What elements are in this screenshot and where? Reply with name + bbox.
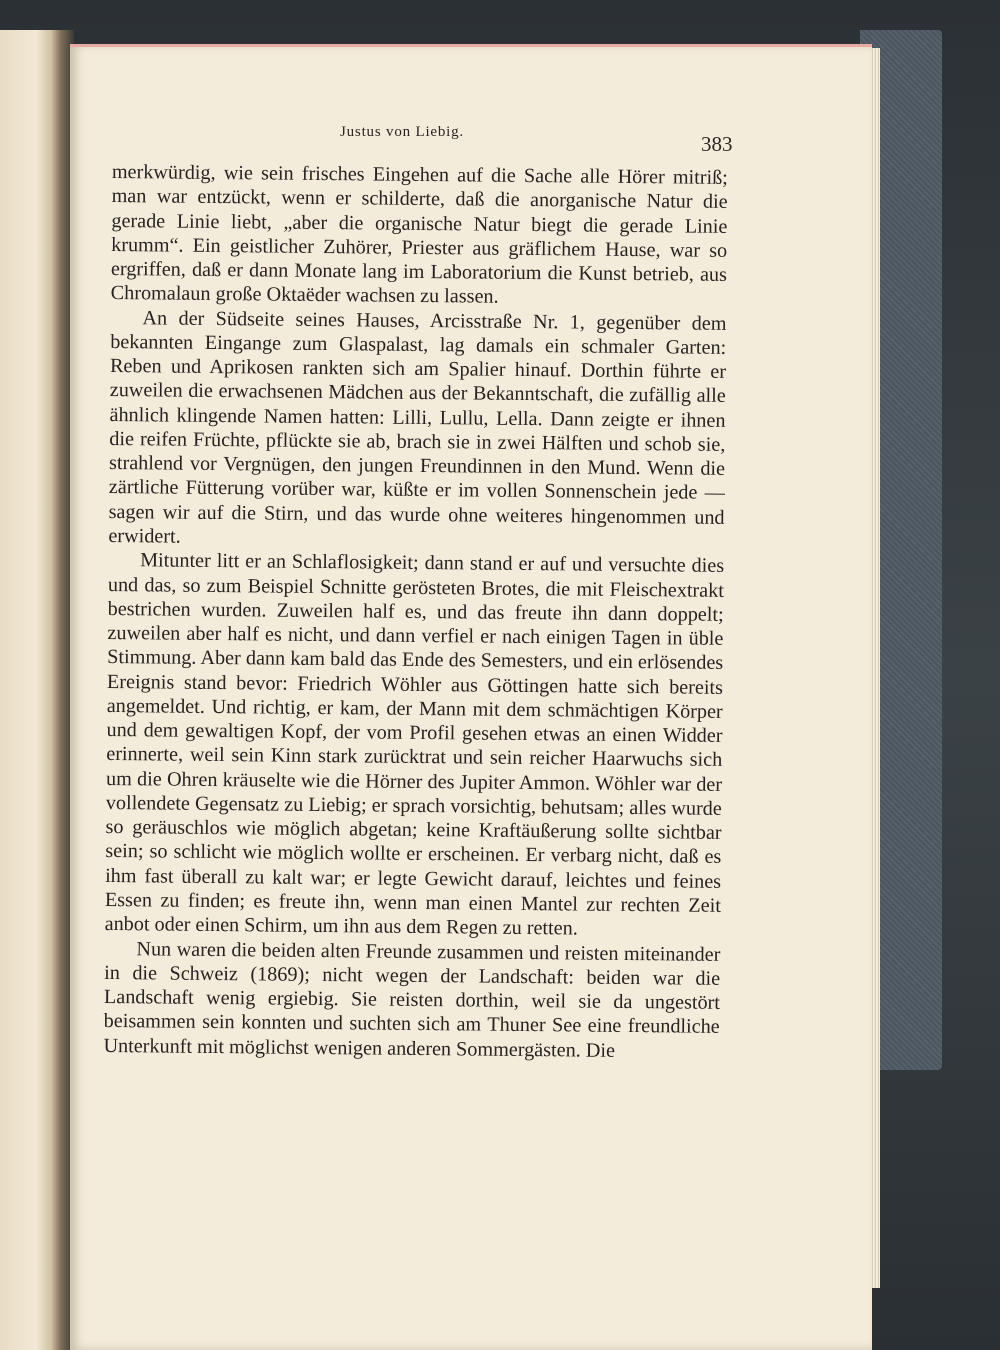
paragraph: merkwürdig, wie sein frisches Eingehen auf die Sache alle Hörer mitriß; man war entzückt, wenn er schilderte, daß die anorganische Natur die gerade Linie liebt, „aber die organische Natur biegt die gerade Linie krumm“. Ein geistlicher Zuhörer, Priester aus gräflichem Hause, war so ergriffen, daß er dann Monate lang im Laboratorium die Kunst betrieb, aus Chromalaun große Oktaëder wachsen zu lassen.	[110, 160, 728, 309]
running-head: Justus von Liebig.	[340, 124, 464, 140]
paragraph: Nun waren die beiden alten Freunde zusammen und reisten miteinander in die Schweiz (1869); nicht wegen der Landschaft: beiden war die Landschaft wenig ergiebig. Sie reisten dorthin, weil sie da ungestört beisammen sein konnten und suchten sich am Thuner See eine freundliche Unterkunft mit möglichst wenigen anderen Sommergästen. Die	[103, 937, 721, 1062]
body-text	[103, 160, 728, 1064]
paragraph: An der Südseite seines Hauses, Arcisstraße Nr. 1, gegenüber dem bekannten Eingange zum Glaspalast, lag damals ein schmaler Garten: Reben und Aprikosen rankten sich am Spalier hinauf. Dorthin führte er zuweilen die erwachsenen Mädchen aus der Bekanntschaft, die zufällig alle ähnlich klingende Namen hatten: Lilli, Lullu, Lella. Dann zeigte er ihnen die reifen Früchte, pflückte sie ab, brach sie in zwei Hälften und schob sie, strahlend vor Vergnügen, den jungen Freundinnen in den Mund. Wenn die zärtliche Fütterung vorüber war, küßte er im vollen Sonnenschein jede — sagen wir auf die Stirn, und das wurde ohne weiteres hingenommen und erwidert.	[108, 306, 727, 548]
facing-page-edge	[0, 30, 52, 1350]
paragraph: Mitunter litt er an Schlaflosigkeit; dann stand er auf und versuchte dies und das, so zum Beispiel Schnitte gerösteten Brotes, die mit Fleischextrakt bestrichen wurden. Zuweilen half es, und das freute ihn dann doppelt; zuweilen aber half es nicht, und dann verfiel er nach einigen Tagen in üble Stimmung. Aber dann kam bald das Ende des Semesters, und ein erlösendes Ereignis stand bevor: Friedrich Wöhler aus Göttingen hatte sich bereits angemeldet. Und richtig, er kam, der Mann mit dem schmächtigen Körper und dem gewaltigen Kopf, der vom Profil gesehen etwas an einen Widder erinnerte, weil sein Kinn stark zurücktrat und sein reicher Haarwuchs sich um die Ohren kräuselte wie die Hörner des Jupiter Ammon. Wöhler war der vollendete Gegensatz zu Liebig; er sprach vorsichtig, behutsam; alles wurde so geräuschlos wie möglich abgetan; keine Kraftäußerung sollte sichtbar sein; so schlicht wie möglich wollte er erscheinen. Er verbarg nicht, daß es ihm fast überall zu kalt war; er legte Gewicht darauf, leichtes und feines Essen zu finden; es freute ihn, wenn man einen Mantel zur rechten Zeit anbot oder einen Schirm, um ihn aus dem Regen zu retten.	[104, 549, 725, 940]
page-number: 383	[701, 132, 733, 156]
